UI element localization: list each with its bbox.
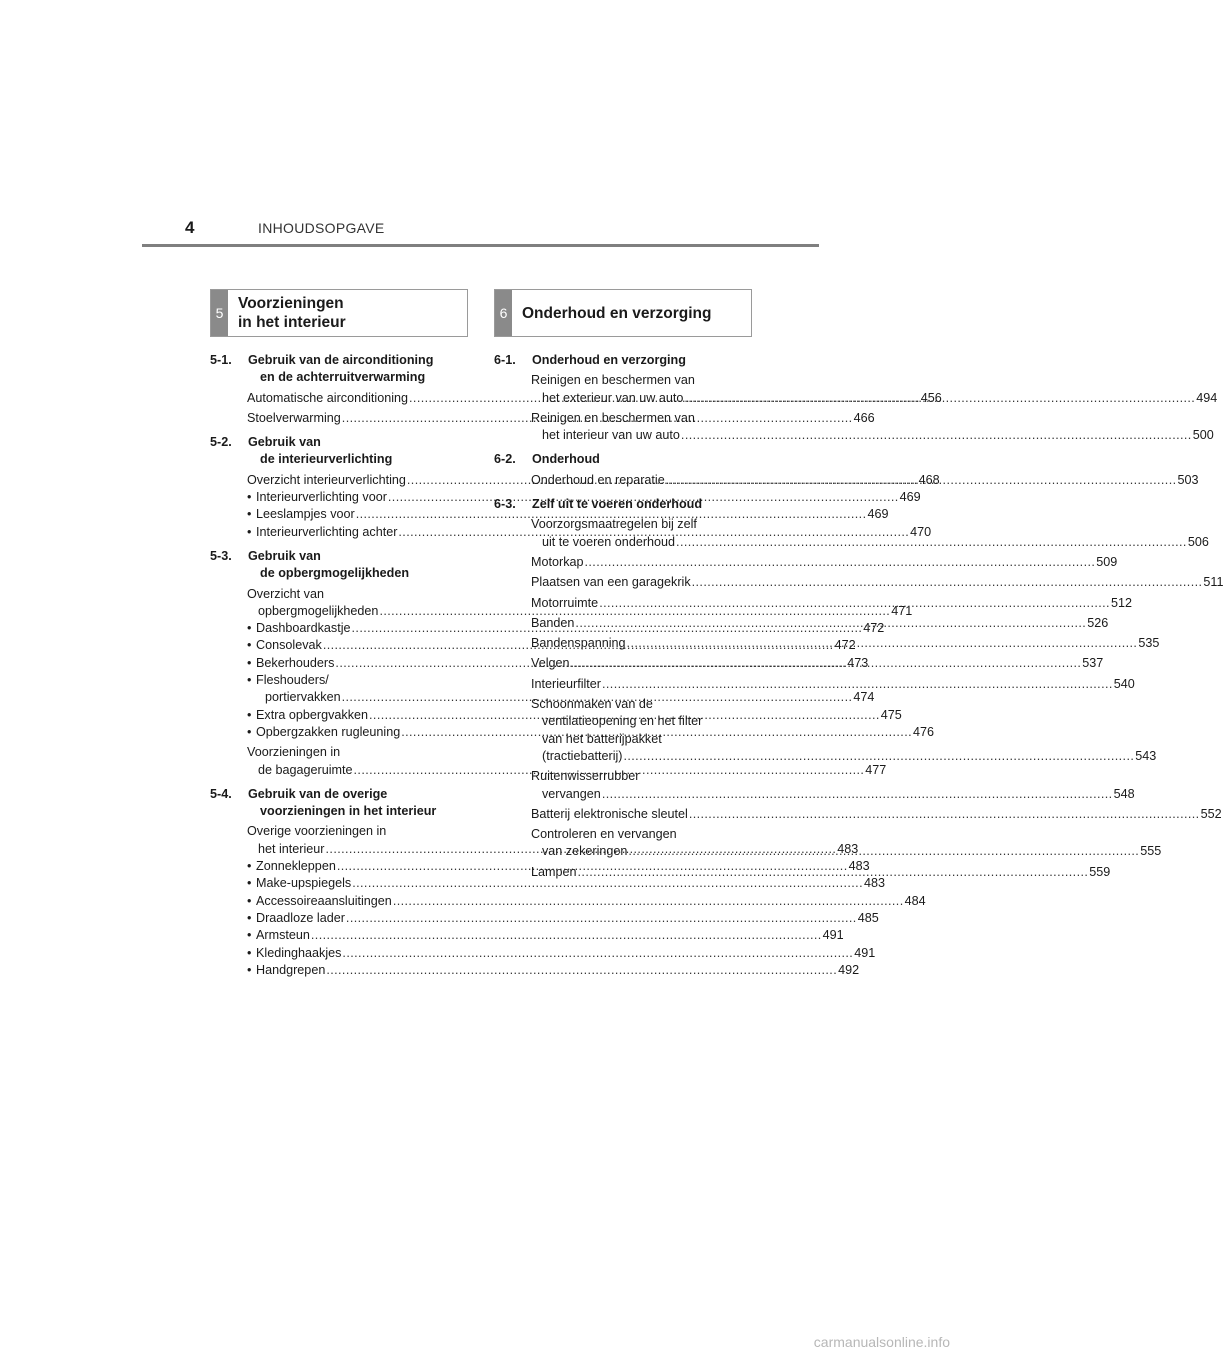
- toc-entry-text: portiervakken: [265, 690, 341, 705]
- section-title: [494, 352, 742, 369]
- toc-page-number: 494: [1196, 390, 1218, 405]
- bullet-icon: •: [247, 655, 252, 670]
- toc-page-number: 511: [1203, 575, 1223, 590]
- toc-entry-text: Controleren en vervangen: [531, 827, 677, 842]
- dot-leader: [627, 636, 1138, 653]
- dot-leader: [571, 656, 1082, 670]
- toc-page-number: 559: [1089, 864, 1111, 879]
- dot-leader: [681, 428, 1192, 442]
- toc-entry-text: Overzicht van: [247, 586, 324, 601]
- toc-entry-text: Zonnekleppen: [256, 859, 336, 874]
- toc-entry-text: Leeslampjes voor: [256, 507, 355, 522]
- toc-page-number: 512: [1110, 595, 1132, 610]
- toc-entry-row: [531, 574, 1223, 591]
- dot-leader: [311, 928, 822, 942]
- toc-entry[interactable]: [494, 806, 1222, 823]
- section-heading[interactable]: [494, 451, 742, 468]
- section-title-line: Onderhoud: [532, 452, 600, 467]
- toc-entry-row: [531, 748, 1157, 765]
- toc-page-number: 469: [899, 490, 921, 505]
- dot-leader: [623, 749, 1134, 763]
- bullet-icon: •: [247, 945, 252, 960]
- toc-entry-text: Accessoireaansluitingen: [256, 893, 392, 908]
- dot-leader: [666, 473, 1177, 487]
- toc-entry-text: Batterij elektronische sleutel: [531, 806, 688, 821]
- toc-entry-text: Overige voorzieningen in: [247, 824, 387, 839]
- toc-entry-row: [256, 962, 860, 979]
- toc-entry-row: [256, 893, 926, 910]
- toc-entry-text: het interieur: [258, 841, 325, 856]
- toc-entry[interactable]: [494, 676, 1135, 693]
- watermark: carmanualsonline.info: [813, 1334, 950, 1350]
- toc-entry[interactable]: [210, 927, 844, 944]
- toc-entry-text: Schoonmaken van de: [531, 697, 653, 712]
- chapter-tab-5[interactable]: [210, 289, 468, 337]
- toc-entry-row: [531, 534, 1209, 551]
- dot-leader: [602, 677, 1113, 691]
- section-heading[interactable]: [494, 496, 742, 513]
- toc-page-number: 472: [863, 621, 885, 636]
- toc-entry-text: Consolevak: [256, 638, 322, 653]
- dot-leader: [628, 841, 1139, 858]
- section-heading[interactable]: [210, 786, 458, 821]
- toc-entry-text: de bagageruimte: [258, 762, 353, 777]
- toc-page-number: 500: [1192, 428, 1214, 443]
- bullet-icon: •: [247, 928, 252, 943]
- bullet-icon: •: [247, 524, 252, 539]
- chapter-title-line: Onderhoud en verzorging: [522, 304, 712, 322]
- dot-leader: [578, 865, 1089, 879]
- bullet-icon: •: [247, 910, 252, 925]
- toc-page-number: 492: [838, 962, 860, 977]
- header-rule: [142, 244, 819, 247]
- toc-entry-text: Reinigen en beschermen van: [531, 373, 695, 388]
- section-heading[interactable]: [210, 352, 458, 387]
- toc-page-number: 537: [1082, 656, 1104, 671]
- toc-page-number: 477: [865, 762, 887, 777]
- toc-page-number: 540: [1113, 676, 1135, 691]
- toc-page-number: 484: [904, 893, 926, 908]
- toc-entry-text: Automatische airconditioning: [247, 390, 409, 405]
- dot-leader: [326, 963, 837, 977]
- toc-entry-text: Make-upspiegels: [256, 876, 352, 891]
- toc-entry-text: Draadloze lader: [256, 910, 345, 925]
- toc-entry-row: [256, 910, 879, 927]
- dot-leader: [585, 555, 1096, 569]
- toc-page-number: 555: [1140, 844, 1162, 859]
- toc-entry-row: [531, 806, 1222, 823]
- bullet-icon: •: [247, 876, 252, 891]
- section-title-line: Zelf uit te voeren onderhoud: [532, 497, 703, 512]
- bullet-icon: •: [247, 724, 252, 739]
- dot-leader: [692, 575, 1203, 589]
- section-number: 5-3.: [210, 548, 232, 563]
- toc-entry-text: Motorkap: [531, 554, 584, 569]
- dot-leader: [676, 535, 1187, 549]
- toc-entry-row: [531, 786, 1135, 803]
- toc-entry-text: Interieurverlichting voor: [256, 490, 387, 505]
- toc-entry-text: het interieur van uw auto: [542, 428, 680, 443]
- dot-leader: [346, 911, 857, 925]
- toc-entry-text: Armsteun: [256, 928, 310, 943]
- section-title: [210, 352, 458, 387]
- toc-page-number: 491: [822, 928, 844, 943]
- dot-leader: [689, 807, 1200, 821]
- bullet-icon: •: [247, 621, 252, 636]
- toc-entry[interactable]: [210, 962, 860, 979]
- toc-entry-row: [531, 427, 1214, 444]
- toc-entry-row: [531, 676, 1135, 693]
- toc-entry-row: [247, 603, 913, 620]
- section-title-line: Gebruik van de airconditioning: [248, 353, 434, 367]
- toc-entry-text: Overzicht interieurverlichting: [247, 472, 406, 487]
- dot-leader: [599, 596, 1110, 610]
- dot-leader: [684, 391, 1195, 405]
- toc-entry-text: van zekeringen: [542, 844, 628, 859]
- bullet-icon: •: [247, 707, 252, 722]
- section-title: [210, 548, 458, 583]
- dot-leader: [602, 787, 1113, 801]
- toc-page-number: 476: [913, 724, 935, 739]
- toc-entry[interactable]: [210, 910, 879, 927]
- toc-entry-text: Handgrepen: [256, 962, 326, 977]
- toc-page-number: 491: [854, 945, 876, 960]
- toc-entry[interactable]: [210, 893, 926, 910]
- toc-page-number: 483: [837, 841, 859, 856]
- chapter-tab-6[interactable]: [494, 289, 752, 337]
- toc-entry-text: Extra opbergvakken: [256, 707, 369, 722]
- dot-leader: [575, 616, 1086, 630]
- section-title-line: de opbergmogelijkheden: [260, 566, 410, 581]
- toc-entry-row: [256, 927, 844, 944]
- toc-entry-text: Interieurverlichting achter: [256, 524, 398, 539]
- toc-entry-row: [531, 554, 1118, 571]
- toc-entry-row: [256, 875, 885, 892]
- section-title: [210, 786, 458, 821]
- toc-entry-text: (tractiebatterij): [542, 748, 623, 763]
- toc-entry-text: vervangen: [542, 786, 601, 801]
- section-title-line: de interieurverlichting: [260, 452, 393, 467]
- toc-entry-text: Bekerhouders: [256, 655, 335, 670]
- bullet-icon: •: [247, 507, 252, 522]
- toc-entry-text: het exterieur van uw auto: [542, 390, 684, 405]
- toc-page-number: 466: [853, 410, 875, 425]
- section-number: 6-1.: [494, 353, 516, 367]
- toc-page-number: 473: [847, 655, 869, 670]
- toc-page-number: 456: [920, 390, 942, 405]
- toc-entry-text: Opbergzakken rugleuning: [256, 724, 401, 739]
- toc-entry-text: Lampen: [531, 864, 577, 879]
- toc-page-number: 483: [848, 859, 870, 874]
- toc-entry-text: Dashboardkastje: [256, 621, 351, 636]
- toc-entry-text: Fleshouders/: [256, 673, 329, 688]
- section-title-line: Gebruik van: [248, 548, 321, 563]
- section-title-line: Gebruik van: [248, 435, 321, 450]
- toc-page-number: 552: [1200, 806, 1222, 821]
- section-heading[interactable]: [494, 352, 742, 369]
- chapter-title-line: in het interieur: [238, 314, 346, 331]
- dot-leader: [342, 946, 853, 960]
- toc-page-number: 469: [867, 507, 889, 522]
- toc-page-number: 471: [891, 603, 913, 618]
- header-title: INHOUDSOPGAVE: [258, 220, 385, 236]
- toc-entry-text: van het batterijpakket: [542, 731, 662, 746]
- toc-entry-text: Motorruimte: [531, 595, 599, 610]
- section-title-line: Gebruik van de overige: [248, 786, 388, 801]
- chapter-title: [238, 290, 346, 336]
- section-title: [494, 496, 742, 513]
- toc-entry[interactable]: [494, 554, 1118, 571]
- section-number: 5-4.: [210, 786, 232, 801]
- toc-page-number: 506: [1187, 534, 1209, 549]
- bullet-icon: •: [247, 673, 252, 688]
- toc-entry-text: Reinigen en beschermen van: [531, 410, 695, 425]
- toc-page-number: 470: [910, 524, 932, 539]
- section-title-line: en de achterruitverwarming: [260, 370, 426, 385]
- toc-entry-text: uit te voeren onderhoud: [542, 534, 676, 549]
- toc-entry-text: Onderhoud en reparatie: [531, 472, 665, 487]
- dot-leader: [393, 894, 904, 908]
- toc-entry[interactable]: [210, 506, 889, 523]
- toc-entry-text: Plaatsen van een garagekrik: [531, 575, 691, 590]
- section-title: [210, 434, 458, 469]
- chapter-number: 5: [211, 290, 228, 336]
- toc-entry-text: Voorzieningen in: [247, 745, 341, 760]
- toc-page-number: 483: [863, 876, 885, 891]
- toc-entry-text: Velgen: [531, 656, 570, 671]
- toc-page-number: 472: [834, 638, 856, 653]
- toc-page-number: 475: [880, 707, 902, 722]
- toc-page-number: 509: [1096, 554, 1118, 569]
- bullet-icon: •: [247, 638, 252, 653]
- toc-entry[interactable]: [494, 574, 1223, 591]
- toc-entry-text: Bandenspanning: [531, 636, 626, 651]
- toc-page-number: 485: [857, 910, 879, 925]
- bullet-icon: •: [247, 859, 252, 874]
- page-number: 4: [185, 218, 195, 237]
- section-title-line: voorzieningen in het interieur: [260, 804, 437, 819]
- toc-entry-row: [256, 506, 889, 523]
- toc-page-number: 526: [1087, 615, 1109, 630]
- bullet-icon: •: [247, 893, 252, 908]
- chapter-title-line: Voorzieningen: [238, 295, 344, 312]
- toc-entry-text: Kledinghaakjes: [256, 945, 342, 960]
- toc-page-number: 468: [918, 472, 940, 487]
- toc-entry[interactable]: [210, 945, 876, 962]
- toc-entry-text: Ruitenwisserrubber: [531, 769, 640, 784]
- section-number: 5-2.: [210, 435, 232, 450]
- toc-page-number: 548: [1113, 786, 1135, 801]
- section-number: 6-2.: [494, 452, 516, 467]
- section-title: [494, 451, 742, 468]
- chapter-title: [522, 290, 711, 336]
- toc-page-number: 543: [1135, 748, 1157, 763]
- section-number: 5-1.: [210, 353, 232, 367]
- toc-page-number: 535: [1138, 636, 1160, 651]
- section-title-line: Onderhoud en verzorging: [532, 353, 686, 367]
- toc-entry-text: ventilatieopening en het filter: [542, 714, 703, 729]
- toc-page-number: 474: [853, 690, 875, 705]
- toc-entry-text: Banden: [531, 615, 575, 630]
- toc-entry[interactable]: [210, 875, 885, 892]
- section-heading[interactable]: [210, 548, 458, 583]
- toc-page-number: 503: [1177, 472, 1199, 487]
- section-number: 6-3.: [494, 497, 516, 512]
- bullet-icon: •: [247, 490, 252, 505]
- bullet-icon: •: [247, 962, 252, 977]
- toc-entry-text: Interieurfilter: [531, 676, 601, 691]
- section-heading[interactable]: [210, 434, 458, 469]
- chapter-number: 6: [495, 290, 512, 336]
- toc-entry-row: [256, 945, 876, 962]
- toc-entry-text: Voorzorgsmaatregelen bij zelf: [531, 517, 697, 532]
- toc-entry-text: Stoelverwarming: [247, 410, 341, 425]
- toc-entry-text: opbergmogelijkheden: [258, 603, 379, 618]
